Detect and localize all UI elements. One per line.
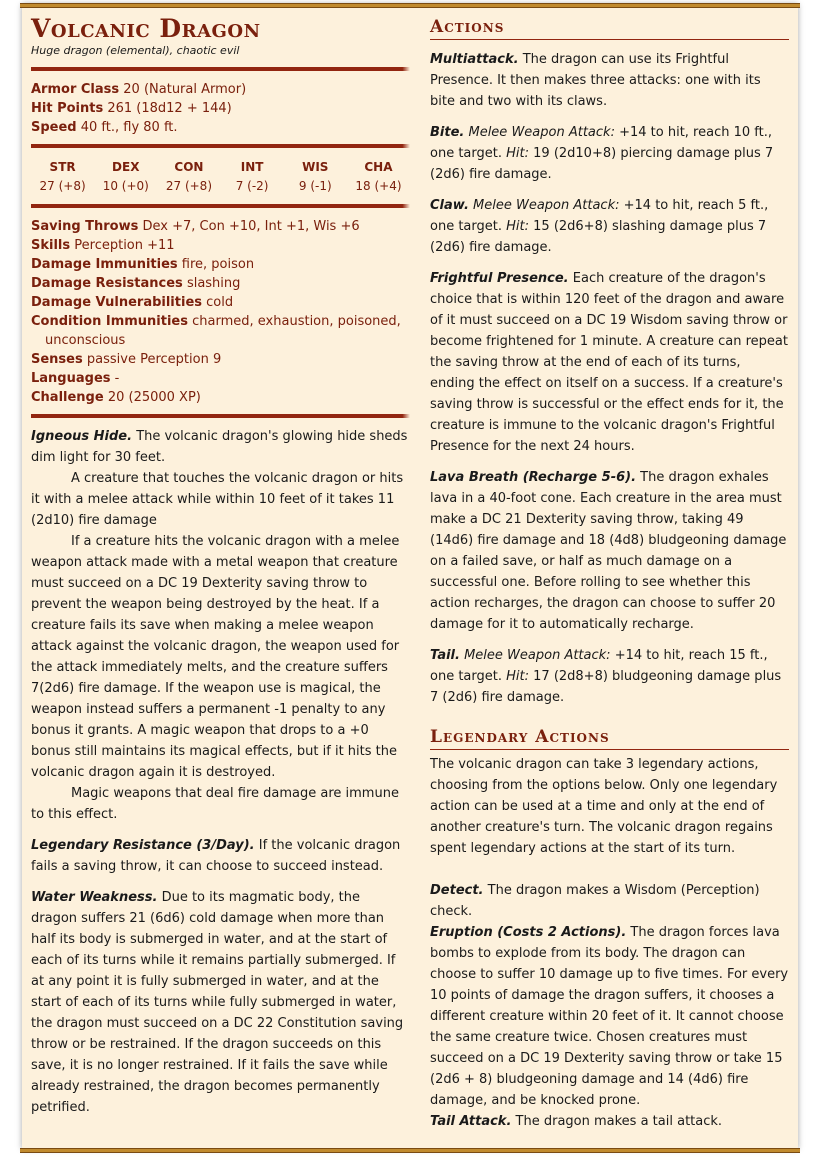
detail-value: passive Perception 9 <box>86 352 222 367</box>
action-title: Tail. <box>430 648 460 663</box>
monster-type: Huge dragon (elemental), chaotic evil <box>31 44 240 57</box>
trait-title: Water Weakness. <box>31 890 158 905</box>
action-text: 15 (2d6+8) slashing damage plus 7 (2d6) fire damage. <box>430 219 767 255</box>
action-multiattack <box>430 49 789 112</box>
trait-text: Due to its magmatic body, the dragon suffers 21 (6d6) cold damage when more than half its body is submerged in water, and at the start of each of its turns while it remains partially submerged. If at any point it is fully submerged in water, and at the start of each of its turns while fully submerged in water, the dragon must succeed on a DC 22 Constitution saving throw or be restrained. If the dragon succeeds on this save, it is no longer restrained. If it fails the save while already restrained, the dragon becomes permanently petrified. <box>31 890 404 1115</box>
trait-paragraph: If a creature hits the volcanic dragon with a melee weapon attack made with a metal weapon that creature must succeed on a DC 19 Dexterity saving throw to prevent the weapon being destroyed by the heat. If a creature fails its save when making a melee weapon attack against the volcanic dragon, the weapon used for the attack immediately melts, and the creature suffers 7(2d6) fire damage. If the weapon use is magical, the weapon instead suffers a permanent -1 penalty to any bonus it grants. A magic weapon that drops to a +0 bonus still maintains its magical effects, but if it hits the volcanic dragon again it is destroyed. <box>31 534 400 780</box>
hit-points-value: 261 (18d12 + 144) <box>107 101 232 116</box>
damage-vulnerabilities <box>31 293 410 312</box>
detail-stats <box>31 208 410 414</box>
legendary-title: Eruption (Costs 2 Actions). <box>430 925 627 940</box>
saving-throws <box>31 217 410 236</box>
trait-text: If the volcanic dragon fails a saving throw, it can choose to succeed instead. <box>31 838 401 874</box>
legendary-detect <box>430 880 789 922</box>
bottom-border-bar <box>20 1148 800 1153</box>
speed <box>31 118 410 137</box>
trait-text: The volcanic dragon's glowing hide sheds dim light for 30 feet. <box>31 429 408 465</box>
legendary-text: The dragon makes a tail attack. <box>515 1114 723 1129</box>
actions-heading: Actions <box>430 16 789 40</box>
trait-paragraph: A creature that touches the volcanic dragon or hits it with a melee attack while within 10 feet of it takes 11 (2d10) fire damage <box>31 471 404 528</box>
basic-stats <box>31 71 410 144</box>
action-claw <box>430 195 789 258</box>
legendary-title: Detect. <box>430 883 484 898</box>
action-text: The dragon exhales lava in a 40-foot cone. Each creature in the area must make a DC 21 Dexterity saving throw, taking 49 (14d6) fire damage and 18 (4d8) bludgeoning damage on a failed save, or half as much damage on a successful one. Before rolling to see whether this action recharges, the dragon can choose to suffer 20 damage for it to automatically recharge. <box>430 470 787 632</box>
detail-value: Perception +11 <box>74 238 175 253</box>
detail-label: Saving Throws <box>31 219 139 234</box>
detail-label: Challenge <box>31 390 104 405</box>
ability-int <box>221 158 284 196</box>
detail-label: Skills <box>31 238 71 253</box>
detail-value: slashing <box>186 276 241 291</box>
ability-name: STR <box>49 160 76 174</box>
attack-stats: +14 to hit, reach 5 ft., one target. <box>430 198 769 234</box>
trait-title: Legendary Resistance (3/Day). <box>31 838 255 853</box>
legendary-intro: The volcanic dragon can take 3 legendary actions, choosing from the options below. Only one legendary action can be used at a time and only at the end of another creature's turn. The volcanic dragon regains spent legendary actions at the start of its turn. <box>430 757 778 856</box>
ability-str <box>31 158 94 196</box>
detail-value: charmed, exhaustion, poisoned, unconscious <box>45 314 401 348</box>
damage-resistances <box>31 274 410 293</box>
ability-con <box>157 158 220 196</box>
languages <box>31 369 410 388</box>
action-text: 19 (2d10+8) piercing damage plus 7 (2d6) fire damage. <box>430 146 774 182</box>
traits <box>31 418 410 1118</box>
legendary-text: The dragon makes a Wisdom (Perception) check. <box>430 883 760 919</box>
legendary-text: The dragon forces lava bombs to explode from its body. The dragon can choose to suffer 10 damage up to five times. For every 10 points of damage the dragon suffers, it chooses a different creature within 20 feet of it. It cannot choose the same creature twice. Chosen creatures must succeed on a DC 19 Dexterity saving throw or take 15 (2d6 + 8) bludgeoning damage and 14 (4d6) fire damage, and be knocked prone. <box>430 925 789 1108</box>
ability-value: 10 (+0) <box>102 179 149 193</box>
legendary-eruption <box>430 922 789 1111</box>
detail-value: Dex +7, Con +10, Int +1, Wis +6 <box>142 219 360 234</box>
armor-class-label: Armor Class <box>31 82 120 97</box>
action-title: Claw. <box>430 198 469 213</box>
ability-name: INT <box>240 160 264 174</box>
hit-points <box>31 99 410 118</box>
action-title: Bite. <box>430 125 465 140</box>
action-text: Each creature of the dragon's choice that is within 120 feet of the dragon and aware of it must succeed on a DC 19 Wisdom saving throw or become frightened for 1 minute. A creature can repeat the saving throw at the end of each of its turns, ending the effect on itself on a success. If a creature's saving throw is successful or the effect ends for it, the creature is immune to the volcanic dragon's Frightful Presence for the next 24 hours. <box>430 271 788 454</box>
damage-immunities <box>31 255 410 274</box>
detail-label: Damage Immunities <box>31 257 178 272</box>
detail-label: Senses <box>31 352 83 367</box>
detail-label: Damage Resistances <box>31 276 183 291</box>
trait-legendary-resistance <box>31 835 410 877</box>
ability-wis <box>284 158 347 196</box>
attack-stats: +14 to hit, reach 15 ft., one target. <box>430 648 768 684</box>
hit-label: Hit: <box>506 669 529 684</box>
detail-value: 20 (25000 XP) <box>107 390 201 405</box>
ability-value: 9 (-1) <box>298 179 332 193</box>
action-frightful-presence <box>430 268 789 457</box>
detail-label: Damage Vulnerabilities <box>31 295 202 310</box>
ability-name: DEX <box>112 160 140 174</box>
left-column <box>31 14 410 1118</box>
hit-points-label: Hit Points <box>31 101 104 116</box>
armor-class <box>31 80 410 99</box>
detail-label: Condition Immunities <box>31 314 188 329</box>
legendary-tail-attack <box>430 1111 789 1132</box>
ability-value: 18 (+4) <box>355 179 402 193</box>
action-lava-breath <box>430 467 789 635</box>
action-tail <box>430 645 789 708</box>
detail-label: Languages <box>31 371 111 386</box>
ability-scores <box>31 148 410 204</box>
top-border-bar <box>20 3 800 8</box>
ability-value: 7 (-2) <box>235 179 269 193</box>
action-title: Lava Breath (Recharge 5-6). <box>430 470 637 485</box>
detail-value: - <box>114 371 120 386</box>
skills <box>31 236 410 255</box>
trait-water-weakness <box>31 887 410 1118</box>
trait-igneous-hide <box>31 426 410 468</box>
ability-dex <box>94 158 157 196</box>
ability-cha <box>347 158 410 196</box>
attack-type: Melee Weapon Attack: <box>468 125 615 140</box>
attack-stats: +14 to hit, reach 10 ft., one target. <box>430 125 772 161</box>
hit-label: Hit: <box>506 219 529 234</box>
hit-label: Hit: <box>506 146 529 161</box>
action-title: Multiattack. <box>430 52 519 67</box>
action-title: Frightful Presence. <box>430 271 569 286</box>
action-bite <box>430 122 789 185</box>
challenge <box>31 388 410 407</box>
monster-name: Volcanic Dragon <box>31 14 261 43</box>
legendary-actions-heading: Legendary Actions <box>430 726 789 750</box>
ability-name: CHA <box>364 160 393 174</box>
speed-value: 40 ft., fly 80 ft. <box>80 120 178 135</box>
senses <box>31 350 410 369</box>
condition-immunities <box>31 312 410 350</box>
ability-name: WIS <box>302 160 329 174</box>
ability-value: 27 (+8) <box>39 179 86 193</box>
right-column <box>430 16 789 1132</box>
ability-value: 27 (+8) <box>165 179 212 193</box>
action-text: 17 (2d8+8) bludgeoning damage plus 7 (2d6) fire damage. <box>430 669 782 705</box>
ability-name: CON <box>174 160 204 174</box>
trait-paragraph: Magic weapons that deal fire damage are immune to this effect. <box>31 786 399 822</box>
trait-title: Igneous Hide. <box>31 429 133 444</box>
action-text: The dragon can use its Frightful Presence. It then makes three attacks: one with its bite and two with its claws. <box>430 52 761 109</box>
detail-value: cold <box>206 295 234 310</box>
detail-value: fire, poison <box>181 257 255 272</box>
attack-type: Melee Weapon Attack: <box>464 648 611 663</box>
speed-label: Speed <box>31 120 77 135</box>
armor-class-value: 20 (Natural Armor) <box>123 82 247 97</box>
legendary-title: Tail Attack. <box>430 1114 512 1129</box>
attack-type: Melee Weapon Attack: <box>473 198 620 213</box>
